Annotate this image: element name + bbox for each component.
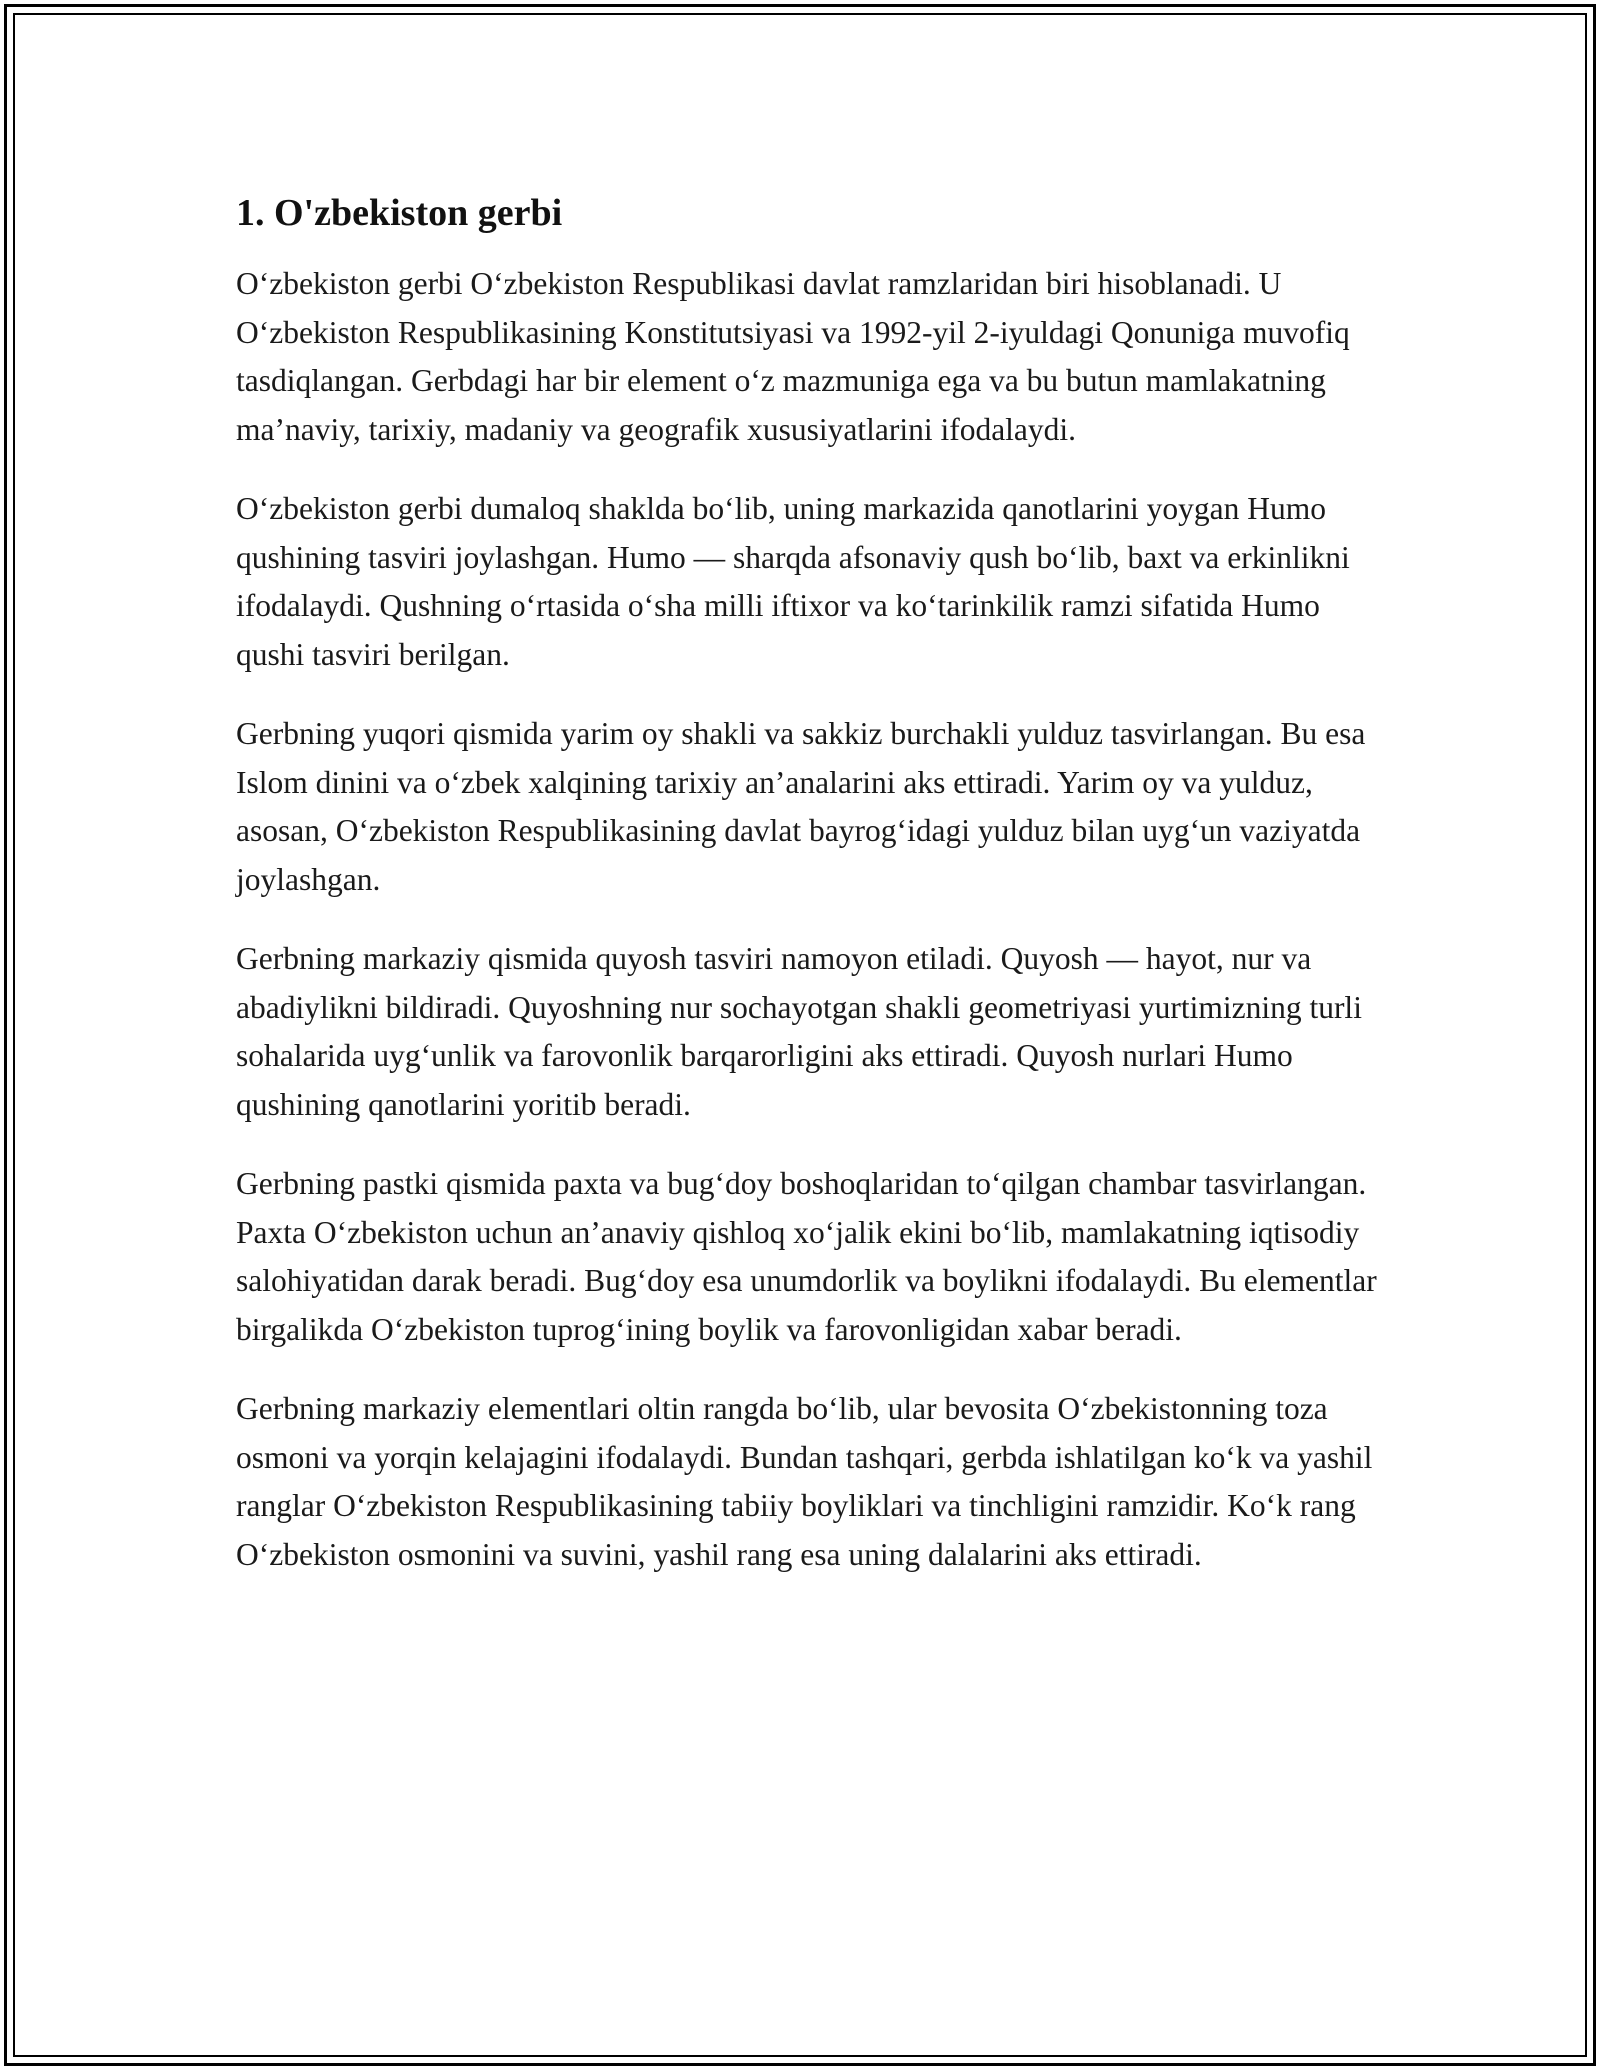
- section-heading: 1. O'zbekiston gerbi: [236, 192, 563, 234]
- paragraph-colors: Gerbning markaziy elementlari oltin rangda bo‘lib, ular bevosita O‘zbekistonning toza osmoni va yorqin kelajagini ifodalaydi. Bundan tashqari, gerbda ishlatilgan ko‘k va yashil ranglar O‘zbekiston Respublikasining tabiiy boyliklari va tinchligini ramzidir. Ko‘k rang O‘zbekiston osmonini va suvini, yashil rang esa uning dalalarini aks ettiradi.: [236, 1391, 1373, 1572]
- paragraph-sun: Gerbning markaziy qismida quyosh tasviri namoyon etiladi. Quyosh — hayot, nur va abadiylikni bildiradi. Quyoshning nur sochayotgan shakli geometriyasi yurtimizning turli sohalarida uyg‘unlik va farovonlik barqarorligini aks ettiradi. Quyosh nurlari Humo qushining qanotlarini yoritib beradi.: [236, 941, 1362, 1122]
- paragraph-wreath: Gerbning pastki qismida paxta va bug‘doy boshoqlaridan to‘qilgan chambar tasvirlangan. Paxta O‘zbekiston uchun an’anaviy qishloq xo‘jalik ekini bo‘lib, mamlakatning iqtisodiy salohiyatidan darak beradi. Bug‘doy esa unumdorlik va boylikni ifodalaydi. Bu elementlar birgalikda O‘zbekiston tuprog‘ining boylik va farovonligidan xabar beradi.: [236, 1166, 1377, 1347]
- document-body: [236, 188, 1386, 1610]
- paragraph-shape-humo: O‘zbekiston gerbi dumaloq shaklda bo‘lib, uning markazida qanotlarini yoygan Humo qushining tasviri joylashgan. Humo — sharqda afsonaviy qush bo‘lib, baxt va erkinlikni ifodalaydi. Qushning o‘rtasida o‘sha milli iftixor va ko‘tarinkilik ramzi sifatida Humo qushi tasviri berilgan.: [236, 491, 1350, 672]
- paragraph-crescent-star: Gerbning yuqori qismida yarim oy shakli va sakkiz burchakli yulduz tasvirlangan. Bu esa Islom dinini va o‘zbek xalqining tarixiy an’analarini aks ettiradi. Yarim oy va yulduz, asosan, O‘zbekiston Respublikasining davlat bayrog‘idagi yulduz bilan uyg‘un vaziyatda joylashgan.: [236, 716, 1366, 897]
- paragraph-intro: O‘zbekiston gerbi O‘zbekiston Respublikasi davlat ramzlaridan biri hisoblanadi. U O‘zbekiston Respublikasining Konstitutsiyasi va 1992-yil 2-iyuldagi Qonuniga muvofiq tasdiqlangan. Gerbdagi har bir element o‘z mazmuniga ega va bu butun mamlakatning ma’naviy, tarixiy, madaniy va geografik xususiyatlarini ifodalaydi.: [236, 266, 1350, 447]
